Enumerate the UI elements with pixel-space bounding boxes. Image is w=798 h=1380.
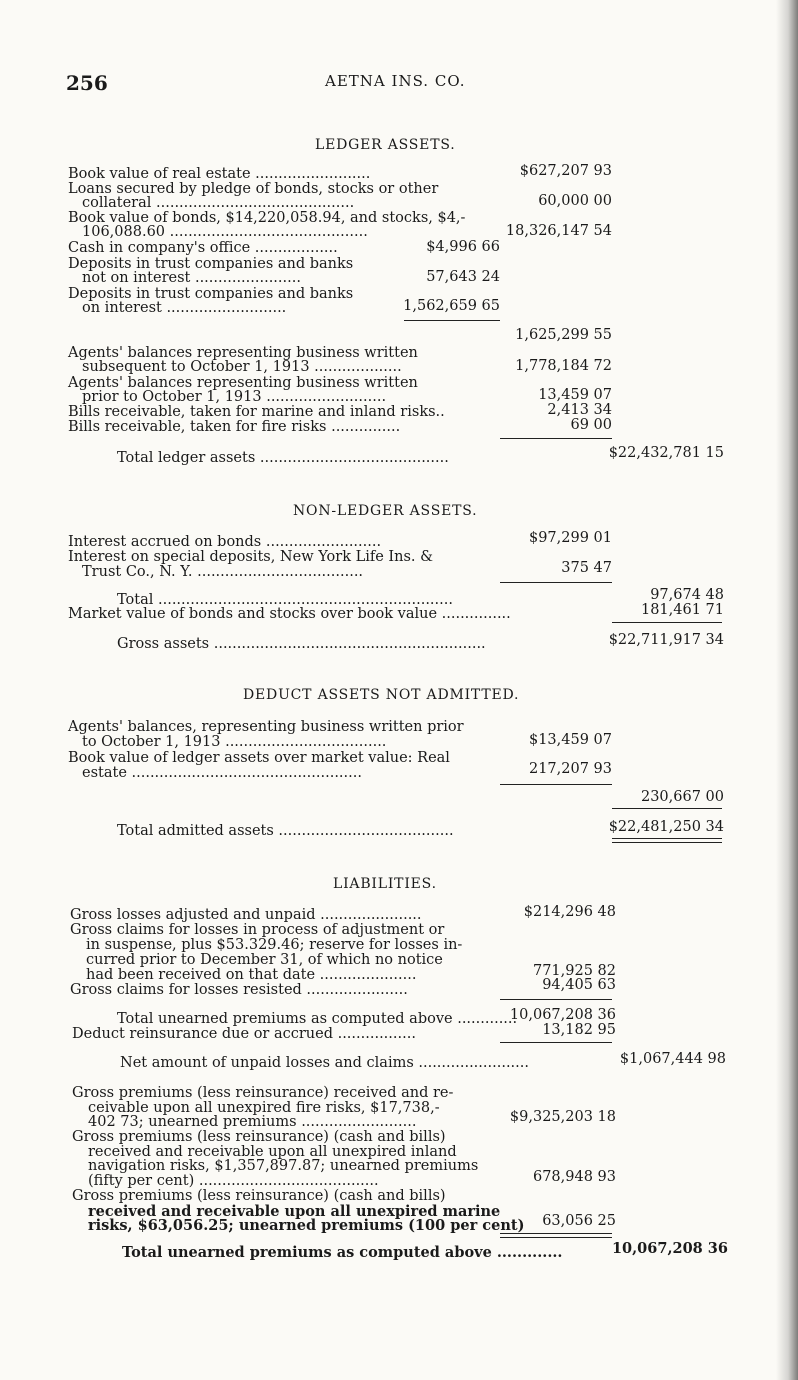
ledger-value-bonds: 18,326,147 54 <box>505 223 612 239</box>
unearned-premiums-total-value: 10,067,208 36 <box>611 1240 728 1257</box>
liab-value-claims-resisted: 94,405 63 <box>542 977 616 993</box>
liab-line-claims-process-3: curred prior to December 31, of which no notice <box>86 952 443 968</box>
liab-line-claims-process-1: Gross claims for losses in process of adjustment or <box>70 922 445 938</box>
nonledger-line-special-1: Interest on special deposits, New York Life Ins. & <box>68 549 434 565</box>
liab-line-claims-resisted: Gross claims for losses resisted ...................... <box>70 982 408 998</box>
ledger-line-bonds-2: 106,088.60 ........................................... <box>82 224 368 240</box>
ledger-value-agents-subseq: 1,778,184 72 <box>515 358 612 374</box>
net-losses-value: $1,067,444 98 <box>619 1051 726 1067</box>
rule <box>404 320 500 321</box>
ledger-line-deposits-int-2: on interest .......................... <box>82 300 287 316</box>
ledger-line-agents-prior-1: Agents' balances representing business written <box>68 375 418 391</box>
ledger-line-agents-subseq-1: Agents' balances representing business written <box>68 345 418 361</box>
nonledger-value-special: 375 47 <box>561 560 612 576</box>
liab-total-label: Total unearned premiums as computed above ............. <box>117 1011 518 1027</box>
liab-value-premiums-fire: $9,325,203 18 <box>509 1109 616 1125</box>
liab-deduct-value: 13,182 95 <box>542 1022 616 1038</box>
admitted-assets-value: $22,481,250 34 <box>608 819 724 835</box>
ledger-line-real-estate: Book value of real estate ......................... <box>68 166 371 182</box>
double-rule <box>500 1233 612 1238</box>
unearned-premiums-total-label: Total unearned premiums as computed above ............. <box>122 1244 563 1261</box>
ledger-line-loans-1: Loans secured by pledge of bonds, stocks or other <box>68 181 439 197</box>
running-title: AETNA INS. CO. <box>325 72 466 90</box>
double-rule <box>612 838 722 843</box>
liab-line-premiums-marine-1: Gross premiums (less reinsurance) (cash and bills) <box>72 1188 446 1204</box>
liab-line-claims-process-4: had been received on that date ..................... <box>86 967 417 983</box>
liab-line-premiums-fire-3: 402 73; unearned premiums ......................... <box>88 1114 417 1130</box>
nonledger-value-interest-bonds: $97,299 01 <box>528 530 612 546</box>
ledger-value-real-estate: $627,207 93 <box>519 163 612 179</box>
nonledger-total-value: 97,674 48 <box>650 587 724 603</box>
rule <box>612 808 722 809</box>
gross-assets-value: $22,711,917 34 <box>608 632 724 648</box>
ledger-value-loans: 60,000 00 <box>538 193 612 209</box>
nonledger-market-value: 181,461 71 <box>640 602 724 618</box>
ledger-line-loans-2: collateral ........................................... <box>82 195 355 211</box>
rule <box>500 1042 612 1043</box>
nonledger-total-label: Total ................................................................ <box>117 592 453 608</box>
ledger-line-agents-subseq-2: subsequent to October 1, 1913 ................... <box>82 359 402 375</box>
page-number: 256 <box>66 71 108 95</box>
liab-total-value: 10,067,208 36 <box>509 1007 616 1023</box>
deduct-value-book: 217,207 93 <box>528 761 612 777</box>
liab-line-premiums-inland-2: received and receivable upon all unexpired inland <box>88 1144 457 1160</box>
deduct-line-agents-1: Agents' balances, representing business written prior <box>68 719 464 735</box>
deduct-line-book-1: Book value of ledger assets over market value: Real <box>68 750 450 766</box>
liab-line-premiums-inland-1: Gross premiums (less reinsurance) (cash and bills) <box>72 1129 446 1145</box>
ledger-value-agents-prior: 13,459 07 <box>538 387 612 403</box>
gross-assets-label: Gross assets ........................................................... <box>117 636 486 652</box>
section-title-liabilities: LIABILITIES. <box>333 876 437 892</box>
ledger-line-deposits-int-1: Deposits in trust companies and banks <box>68 286 354 302</box>
ledger-line-bonds-1: Book value of bonds, $14,220,058.94, and stocks, $4,- <box>68 210 466 226</box>
nonledger-market-label: Market value of bonds and stocks over book value ............... <box>68 606 511 622</box>
rule <box>500 582 612 583</box>
ledger-line-cash: Cash in company's office .................. <box>68 240 338 256</box>
nonledger-line-interest-bonds: Interest accrued on bonds ......................... <box>68 534 382 550</box>
liab-line-premiums-inland-4: (fifty per cent) ....................................... <box>88 1173 379 1189</box>
liab-line-claims-process-2: in suspense, plus $53.329.46; reserve for losses in- <box>86 937 463 953</box>
ledger-line-bills-marine: Bills receivable, taken for marine and inland risks.. <box>68 404 445 420</box>
liab-value-losses-adjusted: $214,296 48 <box>523 904 616 920</box>
ledger-total-label: Total ledger assets ......................................... <box>117 450 449 466</box>
ledger-line-bills-fire: Bills receivable, taken for fire risks ............... <box>68 419 401 435</box>
rule <box>500 784 612 785</box>
page-edge-shadow <box>776 0 798 1380</box>
deduct-sum-value: 230,667 00 <box>640 789 724 805</box>
liab-line-premiums-fire-2: ceivable upon all unexpired fire risks, $17,738,- <box>88 1100 440 1116</box>
liab-value-claims-process: 771,925 82 <box>532 963 616 979</box>
ledger-value-deposits-int: 1,562,659 65 <box>403 298 500 314</box>
liab-line-premiums-marine-3: risks, $63,056.25; unearned premiums (100 per cent) <box>88 1217 525 1234</box>
rule <box>500 438 612 439</box>
liab-value-premiums-marine: 63,056 25 <box>542 1213 616 1229</box>
ledger-value-bills-fire: 69 00 <box>570 417 612 433</box>
liab-deduct-label: Deduct reinsurance due or accrued ................. <box>72 1026 416 1042</box>
rule <box>612 622 722 623</box>
nonledger-line-special-2: Trust Co., N. Y. .................................... <box>82 564 364 580</box>
deduct-line-book-2: estate .................................................. <box>82 765 362 781</box>
deduct-line-agents-2: to October 1, 1913 ................................... <box>82 734 387 750</box>
liab-line-losses-adjusted: Gross losses adjusted and unpaid ...................... <box>70 907 422 923</box>
rule <box>500 999 612 1000</box>
section-title-deduct-assets: DEDUCT ASSETS NOT ADMITTED. <box>243 687 520 703</box>
net-losses-label: Net amount of unpaid losses and claims ........................ <box>120 1055 529 1071</box>
section-title-ledger-assets: LEDGER ASSETS. <box>315 137 456 153</box>
section-title-non-ledger-assets: NON-LEDGER ASSETS. <box>293 503 478 519</box>
ledger-line-deposits-noint-2: not on interest ....................... <box>82 270 301 286</box>
ledger-value-cash-total: 1,625,299 55 <box>515 327 612 343</box>
admitted-assets-label: Total admitted assets ...................................... <box>117 823 454 839</box>
liab-line-premiums-inland-3: navigation risks, $1,357,897.87; unearned premiums <box>88 1158 479 1174</box>
ledger-value-bills-marine: 2,413 34 <box>547 402 612 418</box>
ledger-value-cash: $4,996 66 <box>426 239 500 255</box>
ledger-value-deposits-noint: 57,643 24 <box>426 269 500 285</box>
ledger-line-deposits-noint-1: Deposits in trust companies and banks <box>68 256 354 272</box>
ledger-total-value: $22,432,781 15 <box>608 445 724 461</box>
ledger-line-agents-prior-2: prior to October 1, 1913 .......................... <box>82 389 387 405</box>
liab-value-premiums-inland: 678,948 93 <box>532 1169 616 1185</box>
liab-line-premiums-marine-2: received and receivable upon all unexpired marine <box>88 1203 501 1220</box>
deduct-value-agents: $13,459 07 <box>528 732 612 748</box>
liab-line-premiums-fire-1: Gross premiums (less reinsurance) received and re- <box>72 1085 454 1101</box>
